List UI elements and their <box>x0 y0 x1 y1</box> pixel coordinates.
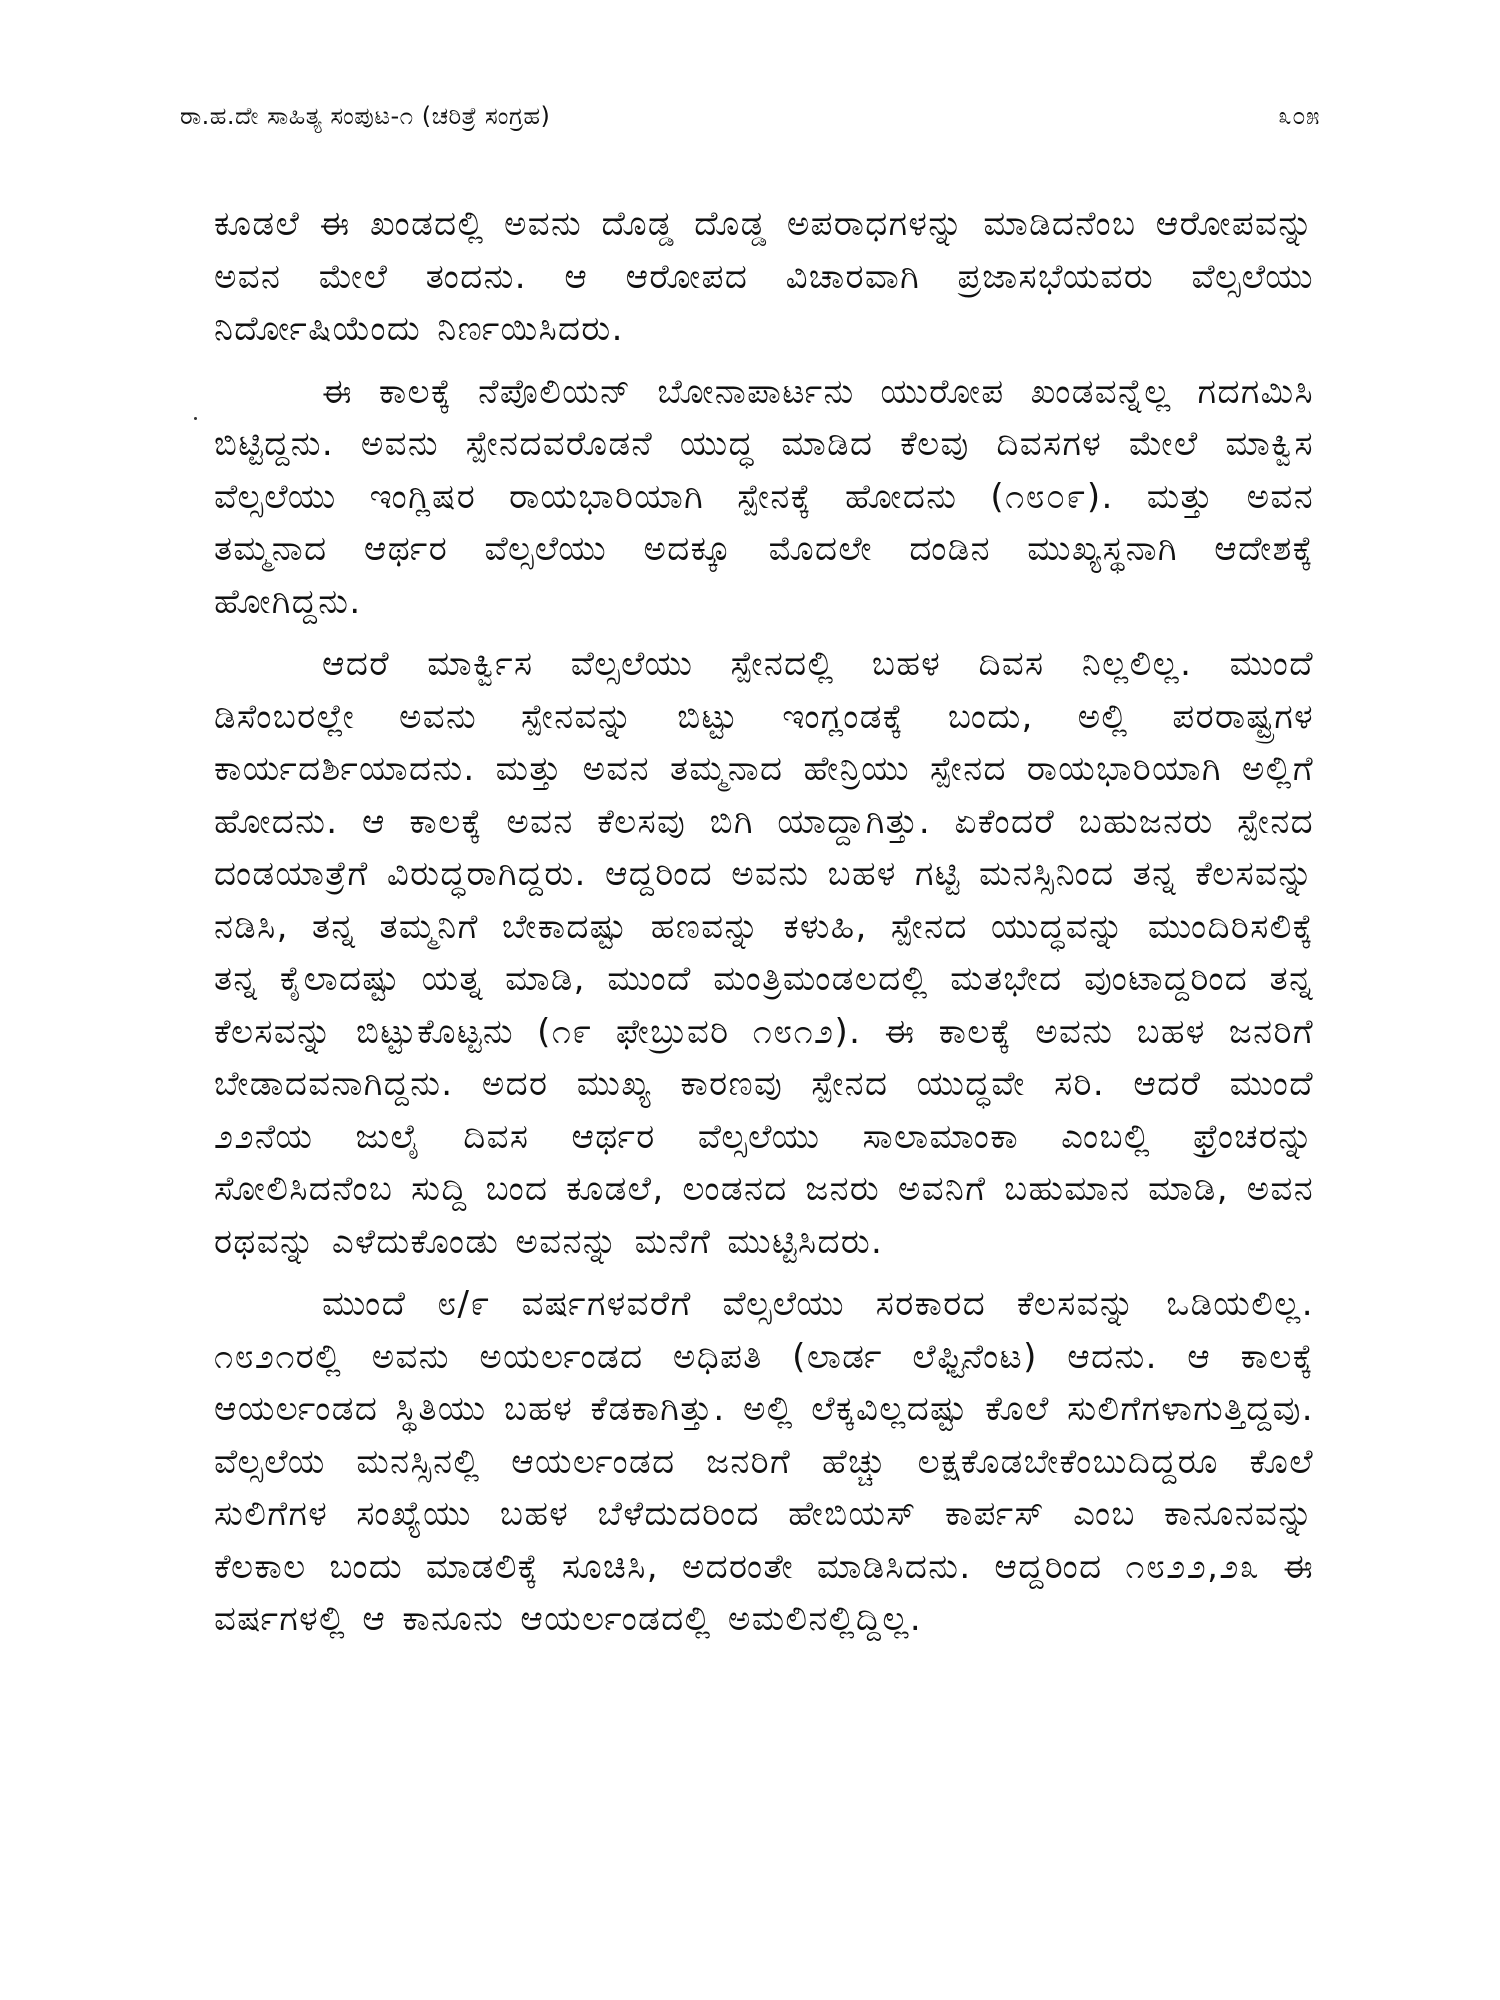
body-text <box>214 198 1314 1656</box>
stray-ink-dot <box>194 417 197 420</box>
page-number: ೩೦೫ <box>1278 102 1320 130</box>
paragraph-1: ಕೂಡಲೆ ಈ ಖಂಡದಲ್ಲಿ ಅವನು ದೊಡ್ಡ ದೊಡ್ಡ ಅಪರಾಧಗಳನ್ನು ಮಾಡಿದನೆಂಬ ಆರೋಪವನ್ನು ಅವನ ಮೇಲೆ ತಂದನು. ಆ ಆರೋಪದ ವಿಚಾರವಾಗಿ ಪ್ರಜಾಸಭೆಯವರು ವೆಲ್ಸಲೆಯು ನಿರ್ದೋಷಿಯೆಂದು ನಿರ್ಣಯಿಸಿದರು. <box>214 204 1314 349</box>
book-title: ರಾ.ಹ.ದೇ ಸಾಹಿತ್ಯ ಸಂಪುಟ-೧ (ಚರಿತ್ರೆ ಸಂಗ್ರಹ) <box>180 102 551 130</box>
paragraph-4: ಮುಂದೆ ೮/೯ ವರ್ಷಗಳವರೆಗೆ ವೆಲ್ಸಲೆಯು ಸರಕಾರದ ಕೆಲಸವನ್ನು ಒಡಿಯಲಿಲ್ಲ. ೧೮೨೧ರಲ್ಲಿ ಅವನು ಅಯರ್ಲಂಡದ ಅಧಿಪತಿ (ಲಾರ್ಡ ಲೆಫ್ಟಿನೆಂಟ) ಆದನು. ಆ ಕಾಲಕ್ಕೆ ಆಯರ್ಲಂಡದ ಸ್ಥಿತಿಯು ಬಹಳ ಕೆಡಕಾಗಿತ್ತು. ಅಲ್ಲಿ ಲೆಕ್ಕವಿಲ್ಲದಷ್ಟು ಕೊಲೆ ಸುಲಿಗೆಗಳಾಗುತ್ತಿದ್ದವು. ವೆಲ್ಸಲೆಯ ಮನಸ್ಸಿನಲ್ಲಿ ಆಯರ್ಲಂಡದ ಜನರಿಗೆ ಹೆಚ್ಚು ಲಕ್ಷಕೊಡಬೇಕೆಂಬುದಿದ್ದರೂ ಕೊಲೆ ಸುಲಿಗೆಗಳ ಸಂಖ್ಯೆಯು ಬಹಳ ಬೆಳೆದುದರಿಂದ ಹೇಬಿಯಸ್ ಕಾರ್ಪಸ್ ಎಂಬ ಕಾನೂನವನ್ನು ಕೆಲಕಾಲ ಬಂದು ಮಾಡಲಿಕ್ಕೆ ಸೂಚಿಸಿ, ಅದರಂತೇ ಮಾಡಿಸಿದನು. ಆದ್ದರಿಂದ ೧೮೨೨,೨೩ ಈ ವರ್ಷಗಳಲ್ಲಿ ಆ ಕಾನೂನು ಆಯರ್ಲಂಡದಲ್ಲಿ ಅಮಲಿನಲ್ಲಿದ್ದಿಲ್ಲ. <box>214 1284 1314 1639</box>
paragraph-2: ಈ ಕಾಲಕ್ಕೆ ನೆಪೊಲಿಯನ್ ಬೋನಾಪಾರ್ಟನು ಯುರೋಪ ಖಂಡವನ್ನೆಲ್ಲ ಗದಗಮಿಸಿ ಬಿಟ್ಟಿದ್ದನು. ಅವನು ಸ್ಪೇನದವರೊಡನೆ ಯುದ್ಧ ಮಾಡಿದ ಕೆಲವು ದಿವಸಗಳ ಮೇಲೆ ಮಾಕ್ವಿಸ ವೆಲ್ಸಲೆಯು ಇಂಗ್ಲಿಷರ ರಾಯಭಾರಿಯಾಗಿ ಸ್ಪೇನಕ್ಕೆ ಹೋದನು (೧೮೦೯). ಮತ್ತು ಅವನ ತಮ್ಮನಾದ ಆರ್ಥರ ವೆಲ್ಸಲೆಯು ಅದಕ್ಕೂ ಮೊದಲೇ ದಂಡಿನ ಮುಖ್ಯಸ್ಥನಾಗಿ ಆದೇಶಕ್ಕೆ ಹೋಗಿದ್ದನು. <box>214 371 1314 622</box>
paragraph-3: ಆದರೆ ಮಾರ್ಕ್ವಿಸ ವೆಲ್ಸಲೆಯು ಸ್ಪೇನದಲ್ಲಿ ಬಹಳ ದಿವಸ ನಿಲ್ಲಲಿಲ್ಲ. ಮುಂದೆ ಡಿಸೆಂಬರಲ್ಲೇ ಅವನು ಸ್ಪೇನವನ್ನು ಬಿಟ್ಟು ಇಂಗ್ಲಂಡಕ್ಕೆ ಬಂದು, ಅಲ್ಲಿ ಪರರಾಷ್ಟ್ರಗಳ ಕಾರ್ಯದರ್ಶಿಯಾದನು. ಮತ್ತು ಅವನ ತಮ್ಮನಾದ ಹೇನ್ರಿಯು ಸ್ಪೇನದ ರಾಯಭಾರಿಯಾಗಿ ಅಲ್ಲಿಗೆ ಹೋದನು. ಆ ಕಾಲಕ್ಕೆ ಅವನ ಕೆಲಸವು ಬಿಗಿ ಯಾದ್ದಾಗಿತ್ತು. ಏಕೆಂದರೆ ಬಹುಜನರು ಸ್ಪೇನದ ದಂಡಯಾತ್ರೆಗೆ ವಿರುದ್ಧರಾಗಿದ್ದರು. ಆದ್ದರಿಂದ ಅವನು ಬಹಳ ಗಟ್ಟಿ ಮನಸ್ಸಿನಿಂದ ತನ್ನ ಕೆಲಸವನ್ನು ನಡಿಸಿ, ತನ್ನ ತಮ್ಮನಿಗೆ ಬೇಕಾದಷ್ಟು ಹಣವನ್ನು ಕಳುಹಿ, ಸ್ಪೇನದ ಯುದ್ಧವನ್ನು ಮುಂದಿರಿಸಲಿಕ್ಕೆ ತನ್ನ ಕೈಲಾದಷ್ಟು ಯತ್ನ ಮಾಡಿ, ಮುಂದೆ ಮಂತ್ರಿಮಂಡಲದಲ್ಲಿ ಮತಭೇದ ವುಂಟಾದ್ದರಿಂದ ತನ್ನ ಕೆಲಸವನ್ನು ಬಿಟ್ಟುಕೊಟ್ಟನು (೧೯ ಫೇಬ್ರುವರಿ ೧೮೧೨). ಈ ಕಾಲಕ್ಕೆ ಅವನು ಬಹಳ ಜನರಿಗೆ ಬೇಡಾದವನಾಗಿದ್ದನು. ಅದರ ಮುಖ್ಯ ಕಾರಣವು ಸ್ಪೇನದ ಯುದ್ಧವೇ ಸರಿ. ಆದರೆ ಮುಂದೆ ೨೨ನೆಯ ಜುಲೈ ದಿವಸ ಆರ್ಥರ ವೆಲ್ಸಲೆಯು ಸಾಲಾಮಾಂಕಾ ಎಂಬಲ್ಲಿ ಫ್ರೆಂಚರನ್ನು ಸೋಲಿಸಿದನೆಂಬ ಸುದ್ದಿ ಬಂದ ಕೂಡಲೆ, ಲಂಡನದ ಜನರು ಅವನಿಗೆ ಬಹುಮಾನ ಮಾಡಿ, ಅವನ ರಥವನ್ನು ಎಳೆದುಕೊಂಡು ಅವನನ್ನು ಮನೆಗೆ ಮುಟ್ಟಿಸಿದರು. <box>214 644 1314 1262</box>
running-header <box>180 94 1320 138</box>
